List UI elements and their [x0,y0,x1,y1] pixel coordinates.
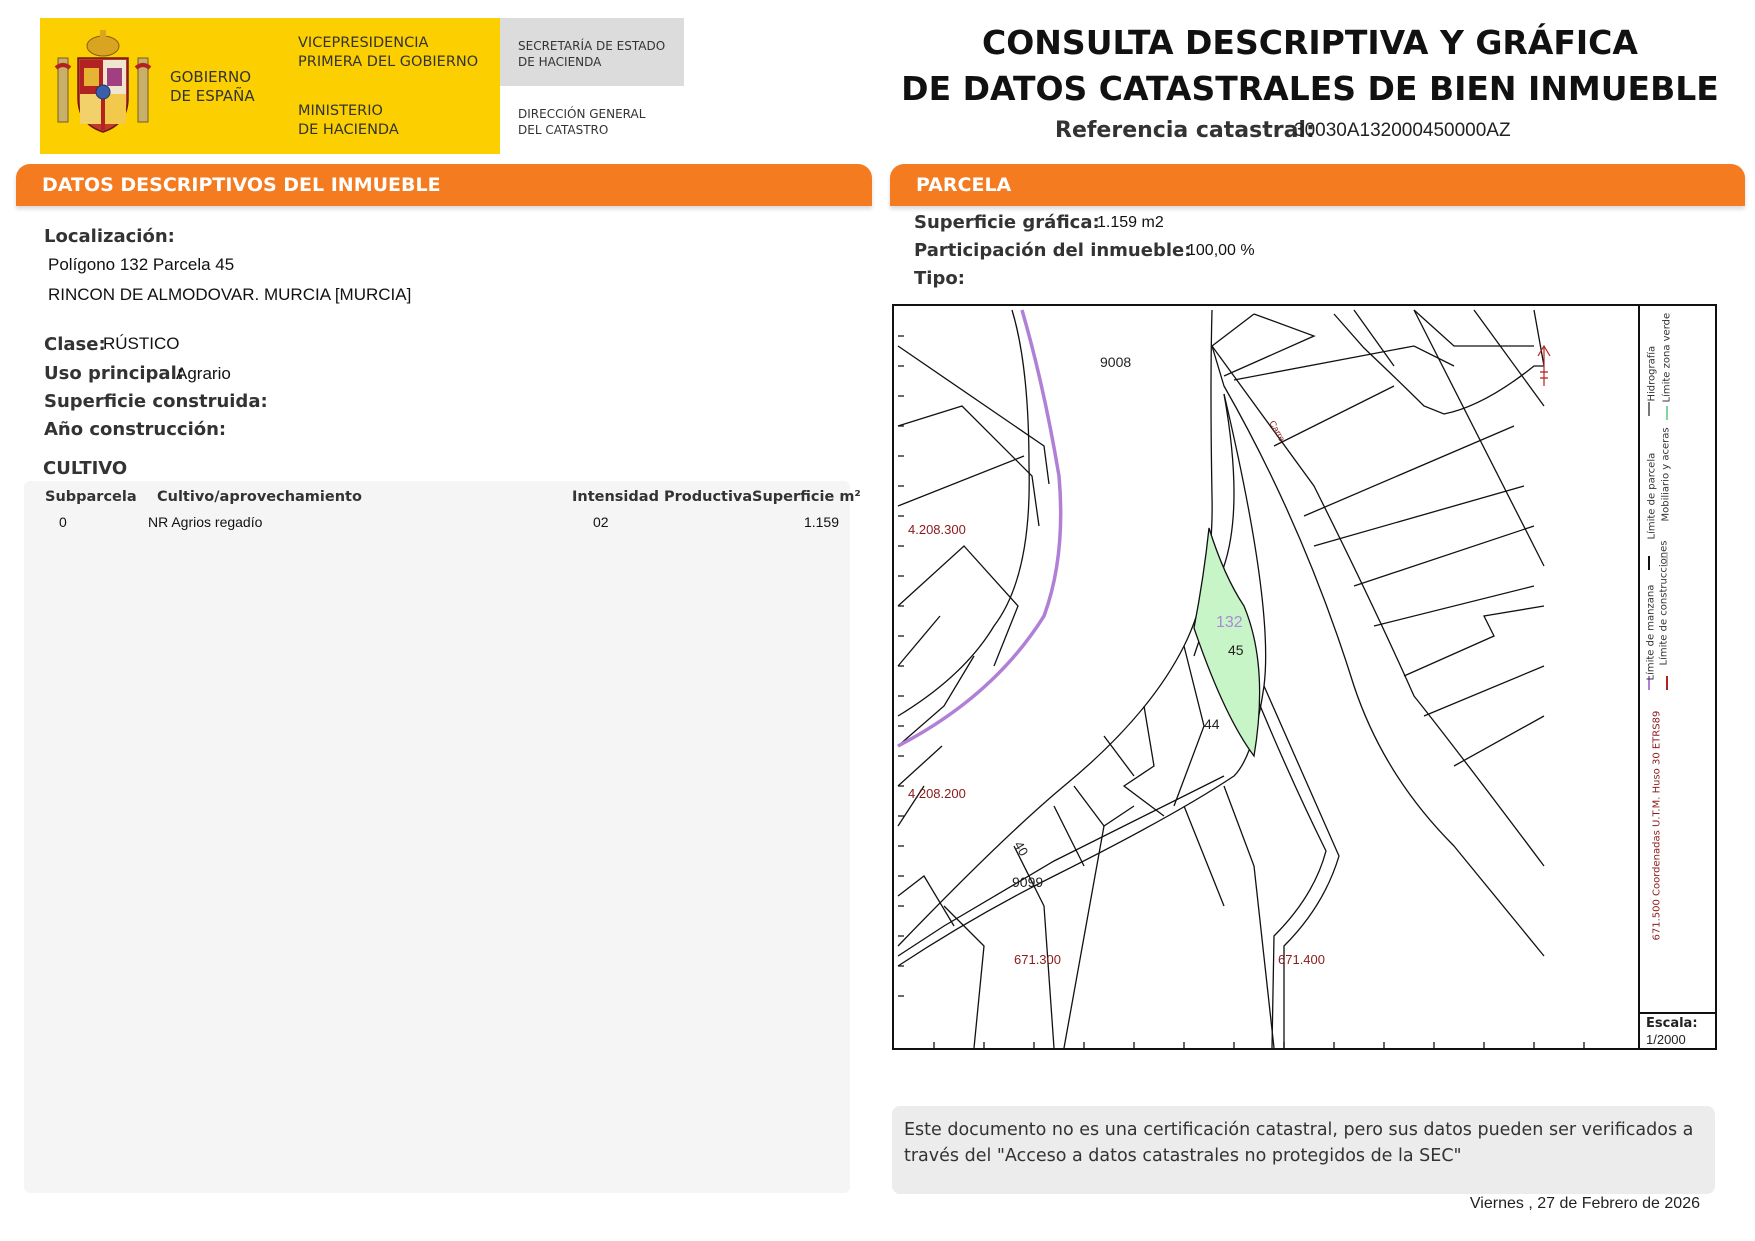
clase-label: Clase: [44,334,106,355]
th-superficie: Superficie m² [752,489,861,505]
legend-text-parcela: Límite de parcela [1646,452,1658,540]
cadastral-map[interactable] [892,304,1717,1050]
localizacion-line-1: Polígono 132 Parcela 45 [48,255,235,274]
cell-superficie: 1.159 [803,514,839,530]
th-cultivo: Cultivo/aprovechamiento [157,489,362,505]
coord-x-left: 671.300 [1014,952,1061,967]
label-9008: 9008 [1100,354,1132,370]
disclaimer-line-2: través del "Acceso a datos catastrales no protegidos de la SEC" [904,1146,1462,1166]
scale-box [1638,1012,1717,1050]
datos-descriptivos-title: DATOS DESCRIPTIVOS DEL INMUEBLE [42,174,441,196]
vicepresidencia-text [298,34,478,72]
legend-text-construcciones: Límite de construcciones [1658,540,1670,666]
uso-label: Uso principal: [44,363,184,384]
disclaimer-text [904,1117,1704,1169]
disclaimer-line-1: Este documento no es una certificación catastral, pero sus datos pueden ser verificados a [904,1120,1694,1140]
dg-line-2: DEL CATASTRO [518,123,609,137]
th-intensidad: Intensidad Productiva [572,489,753,505]
legend-construcciones-swatch [1666,676,1668,690]
participacion-label: Participación del inmueble: [914,240,1192,261]
participacion-value: 100,00 % [1187,242,1255,259]
scale-label: Escala: [1646,1016,1698,1031]
gov-line-1: GOBIERNO [170,68,252,86]
label-poligono-132: 132 [1216,614,1243,631]
label-parcel-44: 44 [1204,716,1220,732]
cultivo-title: CULTIVO [43,458,128,479]
sec-line-1: SECRETARÍA DE ESTADO [518,39,666,53]
min-line-2: DE HACIENDA [298,122,399,138]
gov-line-2: DE ESPAÑA [170,87,255,105]
parcela-header [890,164,1745,206]
superficie-construida-label: Superficie construida: [44,391,268,412]
ministerio-text [298,102,399,140]
anio-construccion-label: Año construcción: [44,419,227,440]
sup-grafica-label: Superficie gráfica: [914,212,1100,233]
sup-grafica-value: 1.159 m2 [1097,214,1164,231]
page-title [900,20,1720,112]
map-drawing [894,306,1715,1048]
parcela-title: PARCELA [916,174,1012,196]
clase-value: RÚSTICO [103,334,180,353]
vp-line-2: PRIMERA DEL GOBIERNO [298,54,479,70]
legend-coords-note: 671.500 Coordenadas U.T.M. Huso 30 ETRS89 [1651,710,1663,941]
title-line-1: CONSULTA DESCRIPTIVA Y GRÁFICA [982,23,1638,62]
cultivo-table [24,481,850,1193]
ref-catastral-label: Referencia catastral: [1055,118,1315,143]
sec-line-2: DE HACIENDA [518,55,602,69]
tipo-label: Tipo: [914,268,965,289]
label-road: Carre [1267,418,1288,444]
coat-of-arms-icon [54,28,152,138]
scale-value: 1/2000 [1646,1032,1686,1047]
coord-y-upper: 4.208.300 [908,522,966,537]
min-line-1: MINISTERIO [298,103,383,119]
legend-manzana-swatch [1648,402,1650,416]
label-parcel-40: 40 [1011,838,1032,859]
uso-value: Agrario [176,364,231,383]
legend-text-mobiliario: Mobiliario y aceras [1660,427,1672,522]
coord-x-right: 671.400 [1278,952,1325,967]
secretaria-text [518,38,665,70]
coord-y-lower: 4.208.200 [908,786,966,801]
datos-descriptivos-header [16,164,872,206]
cell-cultivo: NR Agrios regadío [148,514,263,530]
th-subparcela: Subparcela [45,489,137,505]
localizacion-line-2: RINCON DE ALMODOVAR. MURCIA [MURCIA] [48,285,412,304]
ref-catastral-value: 30030A132000450000AZ [1294,120,1511,141]
cell-subparcela: 0 [59,514,67,530]
cell-intensidad: 02 [593,514,609,530]
dg-line-1: DIRECCIÓN GENERAL [518,107,646,121]
vp-line-1: VICEPRESIDENCIA [298,35,429,51]
label-9099: 9099 [1012,874,1044,890]
direccion-general-text [518,106,645,138]
localizacion-label: Localización: [44,226,175,247]
gobierno-espana-text [170,68,255,106]
footer-date: Viernes , 27 de Febrero de 2026 [1469,1195,1700,1212]
map-legend [1638,306,1717,1012]
legend-text-hidrografia: Hidrografía [1646,345,1658,402]
legend-text-manzana: Límite de manzana [1645,584,1657,681]
title-line-2: DE DATOS CATASTRALES DE BIEN INMUEBLE [901,69,1719,108]
label-parcel-45: 45 [1228,642,1244,658]
legend-text-verde: Límite zona verde [1661,312,1673,403]
